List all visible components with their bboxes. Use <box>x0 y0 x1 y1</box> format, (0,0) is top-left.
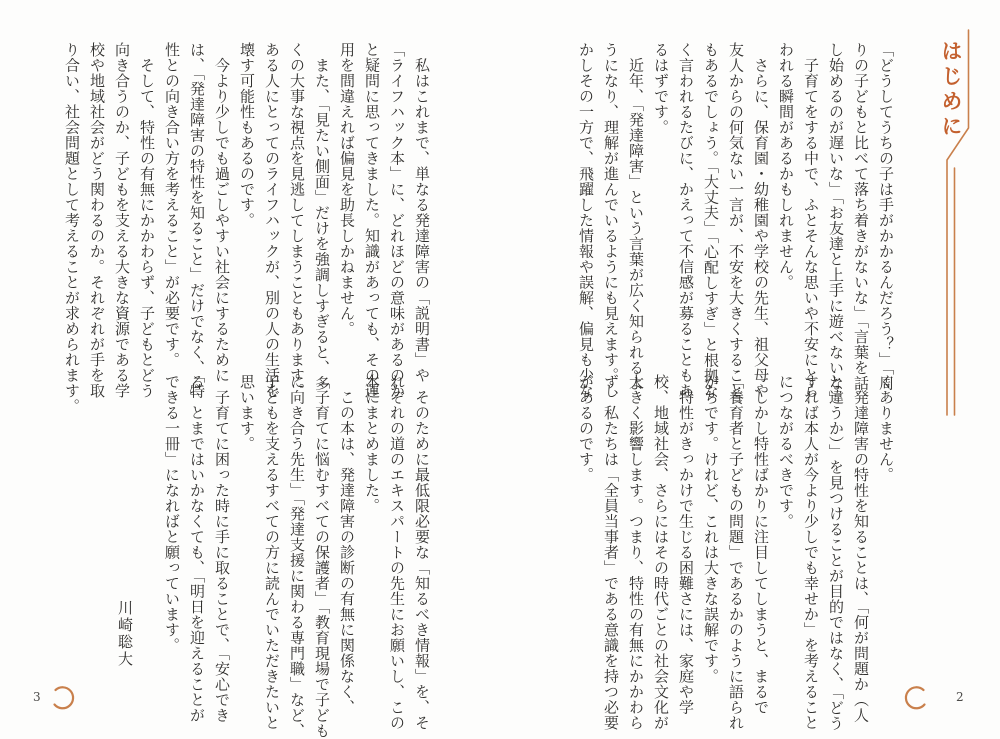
text-column: くありません。 <box>877 374 895 483</box>
text-column: そのために最低限必要な「知るべき情報」を、そ <box>413 374 431 731</box>
text-column: 思います。 <box>238 374 256 452</box>
text-column: る」とまではいかなくても、「明日を迎えることが <box>188 374 206 723</box>
text-column: また、「見たい側面」だけを強調しすぎると、多 <box>313 42 331 391</box>
text-column: しかし特性ばかりに注目してしまうと、まるで <box>752 374 770 715</box>
text-column: 用を間違えれば偏見を助長しかねません。 <box>338 42 356 337</box>
text-column: 「どうしてうちの子は手がかかるんだろう？」「周 <box>877 42 895 391</box>
text-column: 友人からの何気ない一言が、不安を大きくすること <box>727 42 745 399</box>
text-column: この本は、発達障害の診断の有無に関係なく、 <box>338 374 356 715</box>
text-column: があるのです。 <box>577 374 595 483</box>
text-column: かしその一方で、飛躍した情報や誤解、偏見も少な <box>577 42 595 399</box>
text-column: 発達障害の特性を知ることは、「何が問題か（人 <box>852 374 870 723</box>
text-column: りの子どもと比べて落ち着きがないな」「言葉を話 <box>852 42 870 391</box>
text-column: と疑問に思ってきました。知識があっても、その運 <box>363 42 381 399</box>
text-column: 壊す可能性もあるのです。 <box>238 42 256 228</box>
text-column: そして、特性の有無にかかわらず、子どもとどう <box>138 42 156 399</box>
text-column: 校、地域社会、さらにはその時代ごとの社会文化が <box>652 374 670 731</box>
author-signature: 川崎聡大 <box>116 600 134 668</box>
text-column: さらに、保育園・幼稚園や学校の先生、祖父母や <box>752 42 770 399</box>
page-corner-arc-left <box>55 687 74 708</box>
section-title: はじめに <box>939 40 964 140</box>
text-column: れぞれの道のエキスパートの先生にお願いし、この <box>388 374 406 731</box>
text-column: うになり、理解が進んでいるようにも見えます。し <box>602 42 620 399</box>
page-number-right: 2 <box>956 690 964 704</box>
page-corner-arc-right <box>906 687 925 708</box>
text-column: 子育てをする中で、ふとそんな思いや不安にとら <box>802 42 820 399</box>
text-column: は、「発達障害の特性を知ること」だけでなく、「特 <box>188 42 206 399</box>
text-column: 性との向き合い方を考えること」が必要です。 <box>163 42 181 368</box>
text-column: 「子育てに悩むすべての保護者」「教育現場で子ども <box>313 374 331 739</box>
text-column: われる瞬間があるかもしれません。 <box>777 42 795 290</box>
text-column: 向き合うのか、子どもを支える大きな資源である学 <box>113 42 131 399</box>
text-column: に向き合う先生」「発達支援に関わる専門職」など、 <box>288 374 306 739</box>
text-column: ず、私たちは「全員当事者」である意識を持つ必要 <box>602 374 620 731</box>
text-column: 本にまとめました。 <box>363 374 381 514</box>
text-column: もあるでしょう。「大丈夫」「心配しすぎ」と根拠な <box>702 42 720 399</box>
text-column: 「養育者と子どもの問題」であるかのように語られ <box>727 374 745 731</box>
left-page-lower-text <box>159 374 434 739</box>
text-column: 大きく影響します。つまり、特性の有無にかかわら <box>627 374 645 731</box>
page-number-left: 3 <box>33 690 41 704</box>
text-column: につながるべきです。 <box>777 374 795 529</box>
text-column: く言われるたびに、かえって不信感が募ることもあ <box>677 42 695 399</box>
text-column: くの大事な視点を見逃してしまうこともあります。 <box>288 42 306 399</box>
right-page-upper-text <box>573 42 898 407</box>
text-column: り合い、社会問題として考えることが求められます。 <box>63 42 81 414</box>
text-column: と違うか）」を見つけることが目的ではなく、「どう <box>827 374 845 731</box>
text-column: 「ライフハック本」に、どれほどの意味があるのか <box>388 42 406 399</box>
text-column: 子育てに困った時に手に取ることで、「安心でき <box>213 374 231 723</box>
right-page-lower-text <box>573 374 898 731</box>
text-column: ある人にとってのライフハックが、別の人の生活を <box>263 42 281 399</box>
text-column: 校や地域社会がどう関わるのか。それぞれが手を取 <box>88 42 106 399</box>
text-column: 子どもを支えるすべての方に読んでいただきたいと <box>263 374 281 731</box>
text-column: がちです。けれど、これは大きな誤解です。 <box>702 374 720 684</box>
text-column: し始めるのが遅いな」「お友達と上手に遊べないな」 <box>827 42 845 407</box>
text-column: るはずです。 <box>652 42 670 135</box>
text-column: 今より少しでも過ごしやすい社会にするために <box>213 42 231 383</box>
text-column: すれば本人が今より少しでも幸せか」を考えること <box>802 374 820 731</box>
text-column: 特性がきっかけで生じる困難さには、家庭や学 <box>677 374 695 715</box>
text-column: できる一冊」になればと願っています。 <box>163 374 181 653</box>
text-column: 私はこれまで、単なる発達障害の「説明書」や <box>413 42 431 383</box>
text-column: 近年、「発達障害」という言葉が広く知られるよ <box>627 42 645 391</box>
